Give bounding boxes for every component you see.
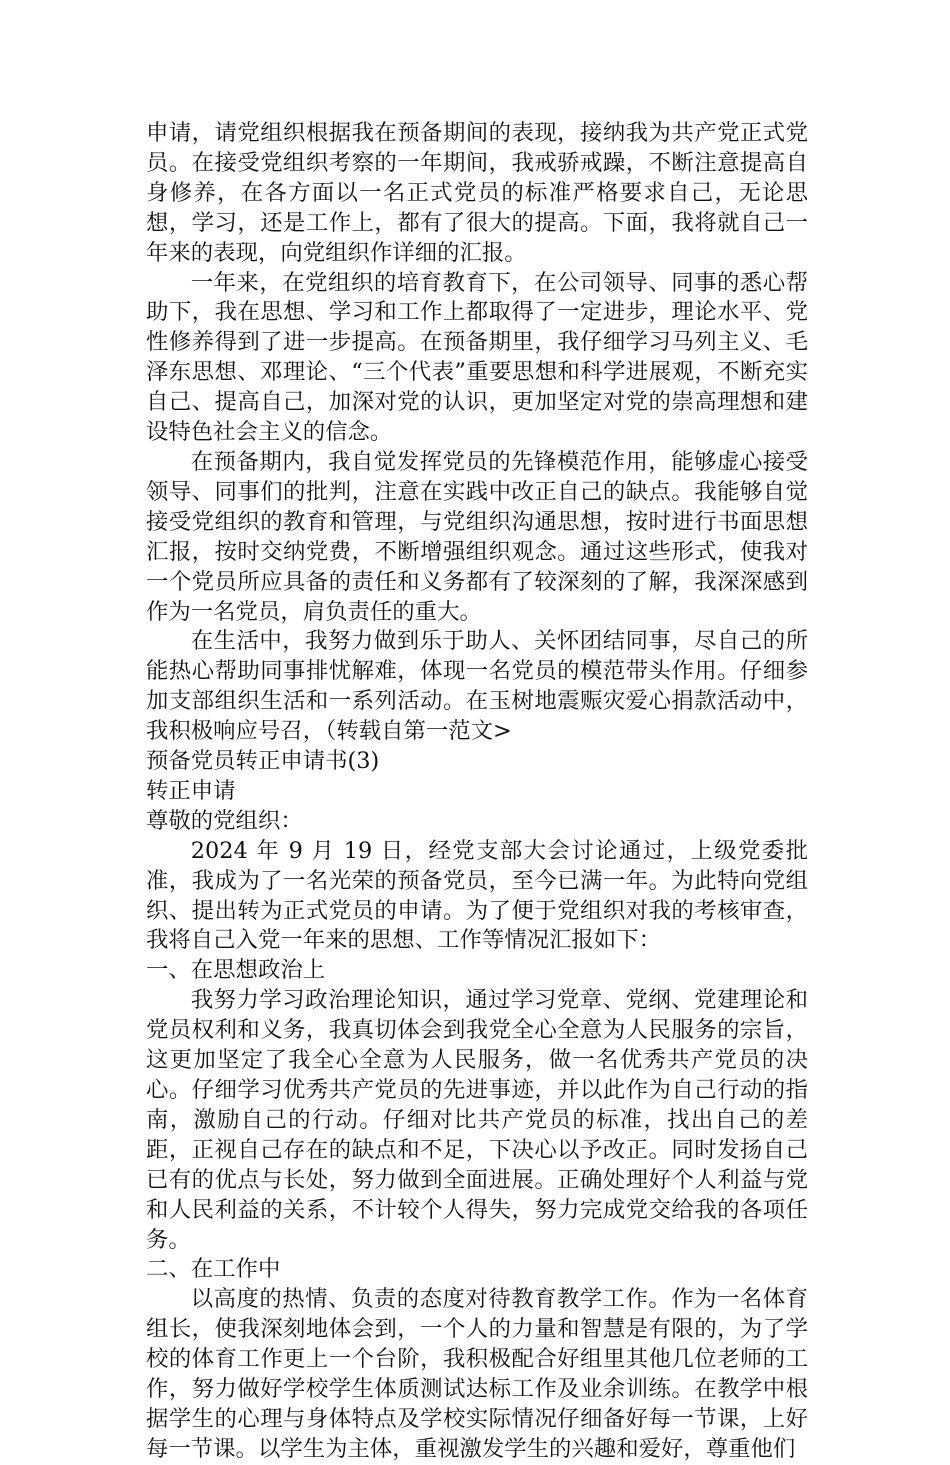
paragraph-probation: 在预备期内，我自觉发挥党员的先锋模范作用，能够虚心接受领导、同事们的批判，注意在实践中改正自己的缺点。我能够自觉接受党组织的教育和管理，与党组织沟通思想，按时进行书面思想汇报，按时交纳党费，不断增强组织观念。通过这些形式，使我对一个党员所应具备的责任和义务都有了较深刻的了解，我深深感到作为一名党员，肩负责任的重大。 bbox=[146, 448, 808, 625]
paragraph-work: 以高度的热情、负责的态度对待教育教学工作。作为一名体育组长，使我深刻地体会到，一个人的力量和智慧是有限的，为了学校的体育工作更上一个台阶，我积极配合好组里其他几位老师的工作，努力做好学校学生体质测试达标工作及业余训练。在教学中根据学生的心理与身体特点及学校实际情况仔细备好每一节课，上好每一节课。以学生为主体，重视激发学生的兴趣和爱好，尊重他们 bbox=[146, 1286, 808, 1462]
paragraph-ideology: 我努力学习政治理论知识，通过学习党章、党纲、党建理论和党员权利和义务，我真切体会到我党全心全意为人民服务的宗旨，这更加坚定了我全心全意为人民服务，做一名优秀共产党员的决心。仔细学习优秀共产党员的先进事迹，并以此作为自己行动的指南，激励自己的行动。仔细对比共产党员的标准，找出自己的差距，正视自己存在的缺点和不足，下决心以予改正。同时发扬自己已有的优点与长处，努力做到全面进展。正确处理好个人利益与党和人民利益的关系，不计较个人得失，努力完成党交给我的各项任务。 bbox=[146, 987, 808, 1253]
paragraph-one-year: 一年来，在党组织的培育教育下，在公司领导、同事的悉心帮助下，我在思想、学习和工作上都取得了一定进步，理论水平、党性修养得到了进一步提高。在预备期里，我仔细学习马列主义、毛泽东思想、邓理论、“三个代表”重要思想和科学进展观，不断充实自己、提高自己，加深对党的认识，更加坚定对党的崇高理想和建设特色社会主义的信念。 bbox=[146, 269, 808, 446]
paragraph-life: 在生活中，我努力做到乐于助人、关怀团结同事，尽自己的所能热心帮助同事排忧解难，体现一名党员的模范带头作用。仔细参加支部组织生活和一系列活动。在玉树地震赈灾爱心捐款活动中，我积极响应号召，（转载自第一范文> bbox=[146, 628, 808, 745]
document-page bbox=[146, 119, 808, 1465]
section-heading-ideology: 一、在思想政治上 bbox=[146, 957, 326, 984]
section-heading-work: 二、在工作中 bbox=[146, 1256, 281, 1283]
application-heading: 转正申请 bbox=[146, 777, 236, 804]
paragraph-intro: 申请，请党组织根据我在预备期间的表现，接纳我为共产党正式党员。在接受党组织考察的一年期间，我戒骄戒躁，不断注意提高自身修养，在各方面以一名正式党员的标准严格要求自己，无论思想，学习，还是工作上，都有了很大的提高。下面，我将就自己一年来的表现，向党组织作详细的汇报。 bbox=[146, 120, 808, 266]
paragraph-date: 2024 年 9 月 19 日，经党支部大会讨论通过，上级党委批准，我成为了一名光荣的预备党员，至今已满一年。为此特向党组织、提出转为正式党员的申请。为了便于党组织对我的考核审查，我将自己入党一年来的思想、工作等情况汇报如下： bbox=[146, 837, 808, 954]
salutation: 尊敬的党组织： bbox=[146, 807, 303, 834]
document-title: 预备党员转正申请书(3) bbox=[146, 748, 380, 775]
